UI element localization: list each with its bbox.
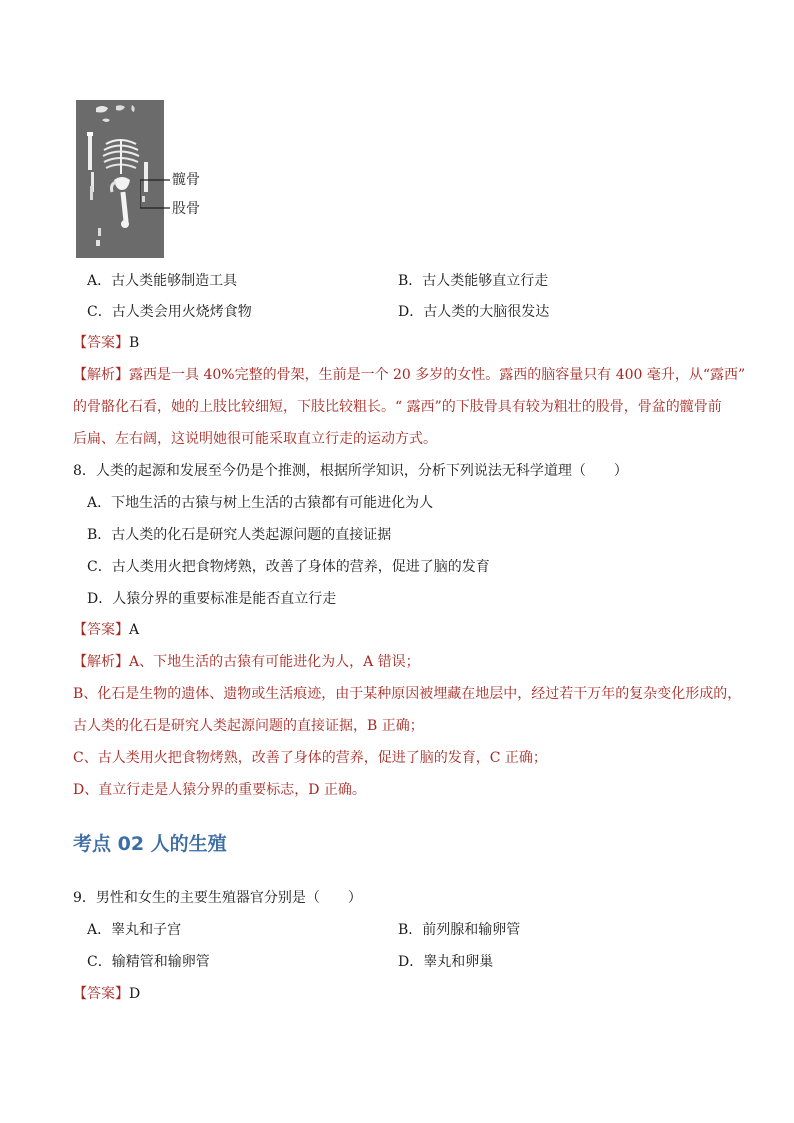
label-hip-bone: 髋骨 [172,172,200,188]
q8-stem: 8．人类的起源和发展至今仍是个推测，根据所学知识，分析下列说法无科学道理（ ） [73,463,628,479]
analysis-tag: 【解析】 [73,367,129,383]
q8-option-c: C．古人类用火把食物烤熟，改善了身体的营养，促进了脑的发育 [87,559,490,575]
q8-analysis-line-1 [73,652,420,672]
answer-tag: 【答案】 [73,335,129,351]
q9-option-d: D．睾丸和卵巢 [398,954,494,970]
q7-option-d: D．古人类的大脑很发达 [398,304,550,320]
q7-option-c: C．古人类会用火烧烤食物 [87,304,252,320]
q7-answer [73,333,139,353]
q8-option-b: B．古人类的化石是研究人类起源问题的直接证据 [87,527,392,543]
callout-lines [140,168,172,218]
analysis-text: A、下地生活的古猿有可能进化为人，A 错误； [129,654,420,670]
section-heading: 考点 02 人的生殖 [73,833,227,855]
analysis-tag: 【解析】 [73,654,129,670]
q7-option-b: B．古人类能够直立行走 [398,273,549,289]
answer-value: A [129,622,140,638]
q8-option-d: D．人猿分界的重要标准是能否直立行走 [87,591,337,607]
q8-analysis-line-3: 古人类的化石是研究人类起源问题的直接证据，B 正确； [73,718,424,734]
q9-option-b: B．前列腺和输卵管 [398,922,521,938]
q7-analysis-line-1 [73,365,745,385]
q9-option-a: A．睾丸和子宫 [87,922,182,938]
q8-analysis-line-4: C、古人类用火把食物烤熟，改善了身体的营养，促进了脑的发育，C 正确； [73,750,547,766]
q8-answer [73,620,139,640]
q9-option-c: C．输精管和输卵管 [87,954,210,970]
q8-option-a: A．下地生活的古猿与树上生活的古猿都有可能进化为人 [87,495,434,511]
label-femur: 股骨 [172,201,200,217]
answer-tag: 【答案】 [73,622,129,638]
q9-stem: 9．男性和女生的主要生殖器官分别是（ ） [73,890,362,906]
q9-answer [73,984,140,1004]
answer-value: B [129,335,140,351]
q7-analysis-line-2: 的骨骼化石看，她的上肢比较细短，下肢比较粗长。“ 露西”的下肢骨具有较为粗壮的股骨，骨盆的髋骨前 [73,399,722,415]
q7-option-a: A．古人类能够制造工具 [87,273,238,289]
q8-analysis-line-5: D、直立行走是人猿分界的重要标志，D 正确。 [73,782,366,798]
answer-tag: 【答案】 [73,986,129,1002]
analysis-text: 露西是一具 40%完整的骨架，生前是一个 20 多岁的女性。露西的脑容量只有 400 毫升，从“露西” [129,367,746,383]
q8-analysis-line-2: B、化石是生物的遗体、遗物或生活痕迹，由于某种原因被埋藏在地层中，经过若干万年的复杂变化形成的， [73,686,742,702]
answer-value: D [129,986,141,1002]
q7-analysis-line-3: 后扁、左右阔，这说明她很可能采取直立行走的运动方式。 [73,431,437,447]
